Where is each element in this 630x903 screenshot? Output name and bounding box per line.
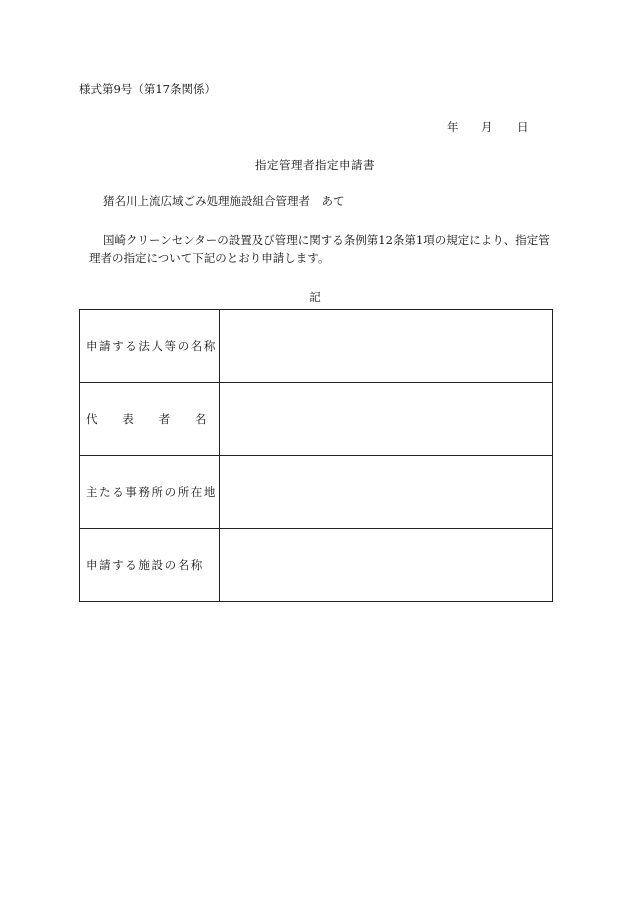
form-number: 様式第9号（第17条関係） bbox=[79, 82, 216, 96]
representative-label-char: 名 bbox=[194, 412, 208, 426]
office-address-label: 主たる事務所の所在地 bbox=[80, 456, 220, 529]
representative-name-label bbox=[80, 383, 220, 456]
representative-label-char: 代 bbox=[86, 412, 100, 426]
representative-label-char: 表 bbox=[122, 412, 136, 426]
office-address-field[interactable] bbox=[220, 456, 553, 529]
ki-heading: 記 bbox=[309, 290, 321, 304]
applicant-name-label: 申請する法人等の名称 bbox=[80, 310, 220, 383]
representative-label-char: 者 bbox=[158, 412, 172, 426]
applicant-name-field[interactable] bbox=[220, 310, 553, 383]
date-year-label: 年 bbox=[447, 120, 459, 134]
application-statement: 国崎クリーンセンターの設置及び管理に関する条例第12条第1項の規定により、指定管理者の指定について下記のとおり申請します。 bbox=[89, 233, 550, 265]
table-row bbox=[80, 456, 553, 529]
table-row bbox=[80, 383, 553, 456]
application-table bbox=[79, 309, 553, 602]
addressee: 猪名川上流広域ごみ処理施設組合管理者 あて bbox=[103, 194, 345, 208]
date-day-label: 日 bbox=[517, 120, 529, 134]
facility-name-label: 申請する施設の名称 bbox=[80, 529, 220, 602]
document-title: 指定管理者指定申請書 bbox=[255, 158, 375, 172]
facility-name-field[interactable] bbox=[220, 529, 553, 602]
table-row bbox=[80, 310, 553, 383]
date-month-label: 月 bbox=[481, 120, 493, 134]
table-row bbox=[80, 529, 553, 602]
date-line bbox=[447, 119, 529, 135]
representative-name-field[interactable] bbox=[220, 383, 553, 456]
